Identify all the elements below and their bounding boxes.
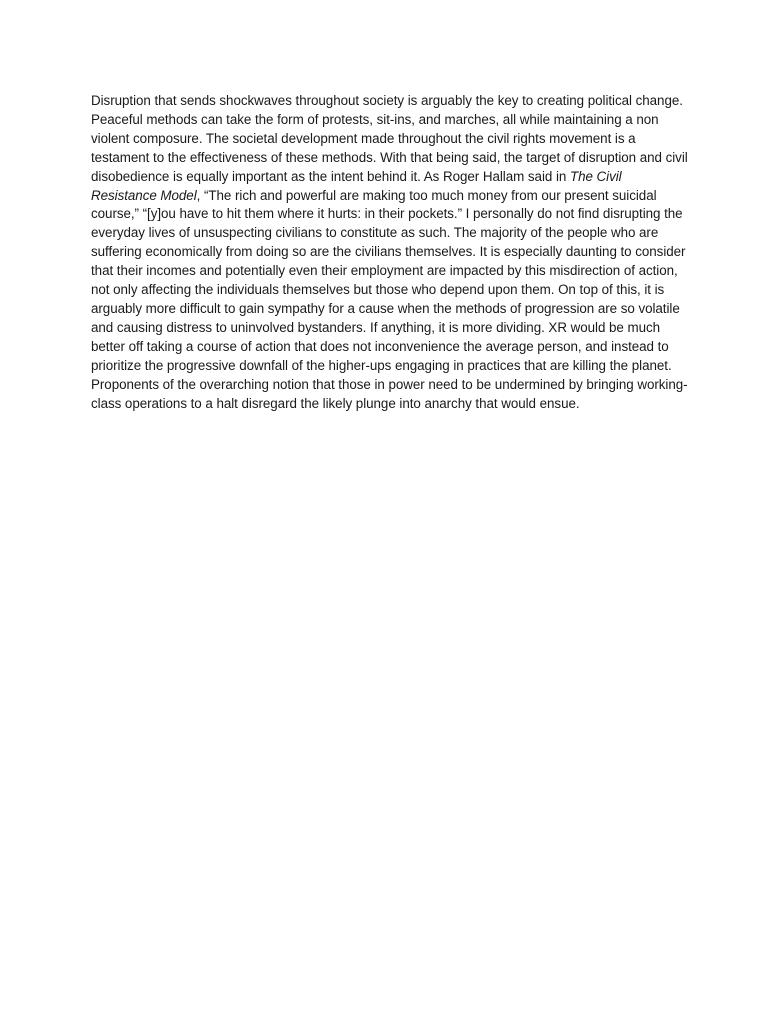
cited-work-title: The Civil Resistance Model (91, 168, 622, 203)
paragraph-text-end: , “The rich and powerful are making too much money from our present suicidal course,” “[y]ou have to hit them where it hurts: in their pockets.” I personally do not find disrupting the everyday lives of unsuspecting civilians to constitute as such. The majority of the people who are suffering economically from doing so are the civilians themselves. It is especially daunting to consider that their incomes and potentially even their employment are impacted by this misdirection of action, not only affecting the individuals themselves but those who depend upon them. On top of this, it is arguably more difficult to gain sympathy for a cause when the methods of progression are so volatile and causing distress to uninvolved bystanders. If anything, it is more dividing. XR would be much better off taking a course of action that does not inconvenience the average person, and instead to prioritize the progressive downfall of the higher-ups engaging in practices that are killing the planet. Proponents of the overarching notion that those in power need to be undermined by bringing working-class operations to a halt disregard the likely plunge into anarchy that would ensue. (91, 187, 688, 411)
body-paragraph (91, 92, 689, 413)
paragraph-text-start: Disruption that sends shockwaves throughout society is arguably the key to creating political change. Peaceful methods can take the form of protests, sit-ins, and marches, all while maintaining a non violent composure. The societal development made throughout the civil rights movement is a testament to the effectiveness of these methods. With that being said, the target of disruption and civil disobedience is equally important as the intent behind it. As Roger Hallam said in (91, 93, 688, 184)
